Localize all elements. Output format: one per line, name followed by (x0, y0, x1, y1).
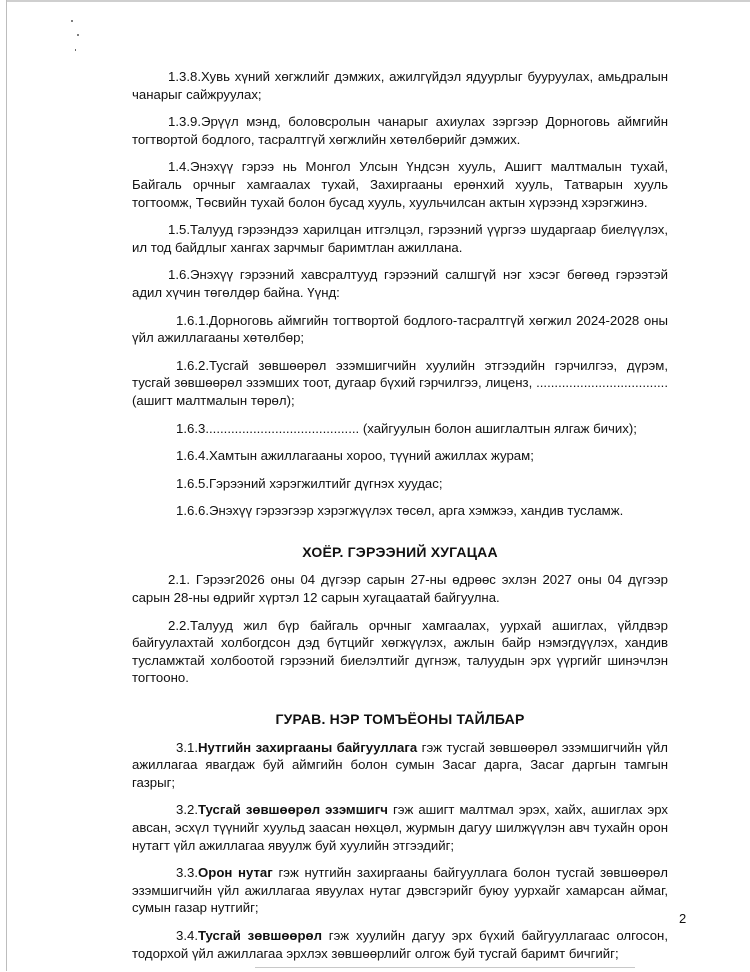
paragraph-2-2: 2.2.Талууд жил бүр байгаль орчныг хамгаалах, уурхай ашиглах, үйлдвэр байгуулахтай холбогдсон дэд бүтцийг хөгжүүлэх, ажлын байр нэмэгдүүлэх, хандив тусламжтай холбоотой гэрээний биелэлтийг дүгнэж, талуудын эрх үүргийг шинэчлэн тогтооно. (132, 617, 668, 686)
definition-text: гэж нутгийн захиргааны байгууллага болон тусгай зөвшөөрөл эзэмшигчийн үйл ажиллагаа явуулах нутаг дэвсгэрийг буюу уурхайг хамарсан аймаг, сумын газар нутгийг; (132, 865, 668, 916)
definition-text: гэж тусгай зөвшөөрөл эзэмшигчийн үйл ажиллагаа явагдаж буй аймгийн болон сумын Засаг дарга, Засаг даргын тамгын газрыг; (132, 739, 668, 790)
paragraph-1-6-5: 1.6.5.Гэрээний хэрэгжилтийг дүгнэх хуудас; (176, 475, 443, 491)
scan-speck (71, 20, 73, 22)
paragraph-1-4: 1.4.Энэхүү гэрээ нь Монгол Улсын Үндсэн хууль, Ашигт малтмалын тухай, Байгаль орчныг хамгаалах тухай, Захиргааны ерөнхий хууль, Татварын хууль тогтоомж, Төсвийн тухай болон бусад хууль, хуульчилсан актын хүрээнд хэрэгжинэ. (132, 159, 668, 210)
definition-term: Тусгай зөвшөөрөл эзэмшигч (198, 802, 388, 818)
definition-number: 3.1. (176, 739, 198, 755)
definition-text: гэж ашигт малтмал эрэх, хайх, ашиглах эрх авсан, эсхүл түүнийг хуульд заасан нөхцөл, журмын дагуу шилжүүлэн авч тухайн орон нутагт үйл ажиллагаа явуулж буй хуулийн этгээдийг; (132, 802, 668, 853)
paragraph-1-6-2: 1.6.2.Тусгай зөвшөөрөл эзэмшигчийн хуулийн этгээдийн гэрчилгээ, дүрэм, тусгай зөвшөөрөл эзэмших тоот, дугаар бүхий гэрчилгээ, лиценз, .................................... (ашигт малтмалын төрөл); (132, 357, 668, 408)
definition-term: Нутгийн захиргааны байгууллага (198, 739, 418, 755)
definition-number: 3.2. (176, 802, 198, 818)
paragraph-1-6-1: 1.6.1.Дорноговь аймгийн тогтвортой бодлого-тасралтгүй хөгжил 2024-2028 оны үйл ажиллагааны хөтөлбөр; (132, 312, 668, 346)
definition-text: гэж хуулийн дагуу эрх бүхий байгууллагаас олгосон, тодорхой үйл ажиллагаа эрхлэх зөвшөөрлийг олгож буй тусгай баримт бичгийг; (132, 927, 668, 961)
definition-3-4 (132, 927, 668, 962)
page-number: 2 (679, 911, 687, 926)
scan-edge-left (6, 0, 7, 971)
paragraph-1-3-8: 1.3.8.Хувь хүний хөгжлийг дэмжих, ажилгүйдэл ядуурлыг бууруулах, амьдралын чанарыг сайжруулах; (132, 69, 668, 102)
paragraph-1-3-9: 1.3.9.Эрүүл мэнд, боловсролын чанарыг ахиулах зэргээр Дорноговь аймгийн тогтвортой бодлого, тасралтгүй хөгжлийн хөтөлбөрийг дэмжих. (132, 114, 668, 147)
definition-3-3 (132, 864, 668, 917)
section-heading-two: ХОЁР. ГЭРЭЭНИЙ ХУГАЦАА (302, 543, 498, 560)
scan-edge-top (6, 0, 750, 2)
scan-speck (75, 49, 76, 51)
paragraph-1-6-4: 1.6.4.Хамтын ажиллагааны хороо, түүний ажиллах журам; (176, 448, 534, 464)
scan-speck (77, 34, 79, 36)
definition-term: Тусгай зөвшөөрөл (198, 927, 322, 943)
section-heading-three: ГУРАВ. НЭР ТОМЪЁОНЫ ТАЙЛБАР (275, 711, 525, 728)
definition-3-1 (132, 739, 668, 792)
definition-number: 3.4. (176, 927, 198, 943)
document-body (132, 68, 668, 972)
paragraph-1-6-3: 1.6.3.......................................... (хайгуулын болон ашиглалтын ялгаж бичих); (176, 420, 637, 436)
paragraph-1-5: 1.5.Талууд гэрээндээ харилцан итгэлцэл, гэрээний үүргээ шударгаар биелүүлэх, ил тод байдлыг хангах зарчмыг баримтлан ажиллана. (132, 222, 668, 255)
paragraph-1-6-6: 1.6.6.Энэхүү гэрээгээр хэрэгжүүлэх төсөл, арга хэмжээ, хандив тусламж. (176, 503, 624, 519)
definition-term: Орон нутаг (198, 865, 273, 881)
definition-3-2 (132, 801, 668, 854)
paragraph-1-6: 1.6.Энэхүү гэрээний хавсралтууд гэрээний салшгүй нэг хэсэг бөгөөд гэрээтэй адил хүчин төгөлдөр байна. Үүнд: (132, 267, 668, 300)
paragraph-2-1: 2.1. Гэрээг2026 оны 04 дүгээр сарын 27-ны өдрөөс эхлэн 2027 оны 04 дүгээр сарын 28-ны өдрийг хүртэл 12 сарын хугацаатай байгуулна. (132, 572, 668, 606)
definition-number: 3.3. (176, 865, 198, 881)
